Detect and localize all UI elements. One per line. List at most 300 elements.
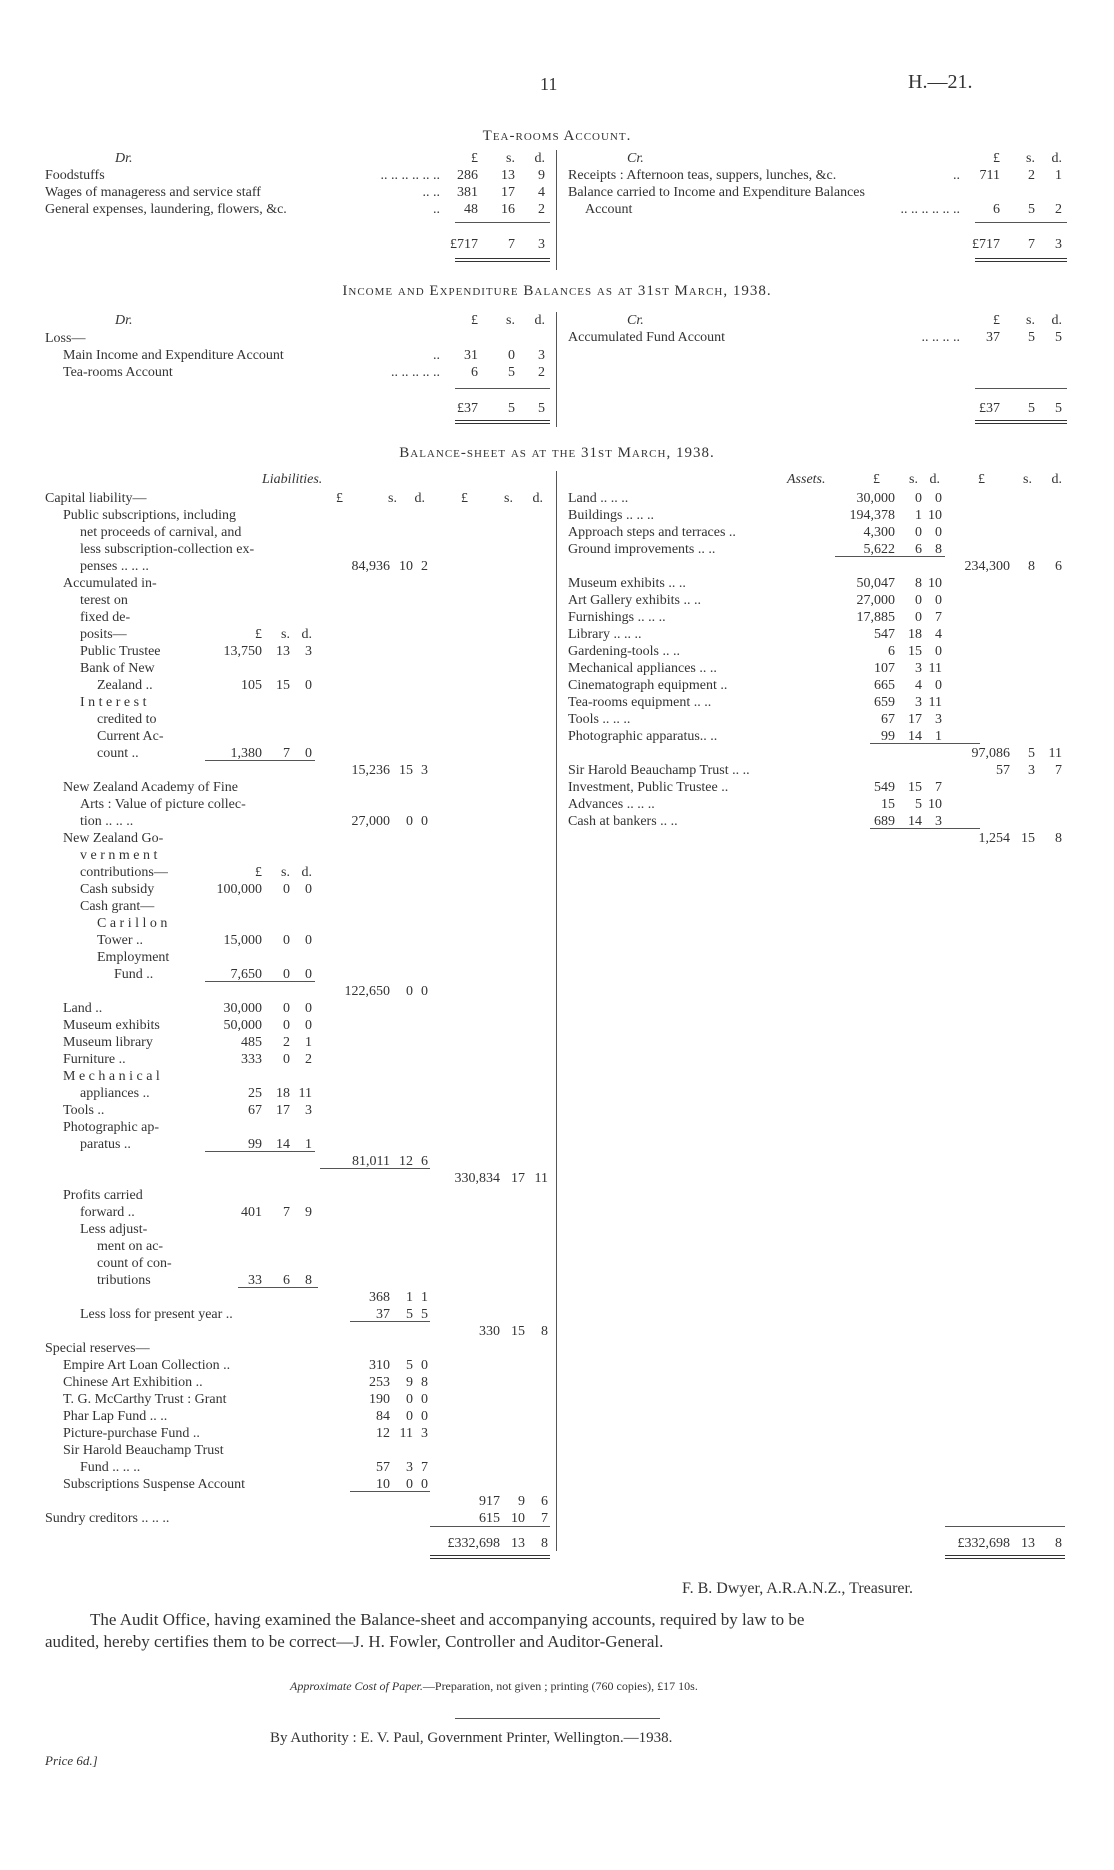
assets-subtotal-rule [870, 743, 980, 744]
liabilities-line: v e r n m e n t [80, 848, 158, 863]
tea-debit-shillings: 16 [501, 202, 515, 217]
income-credit-pounds: 37 [986, 330, 1000, 345]
liabilities-line: penses .. .. .. [80, 559, 149, 574]
liabilities-mid-shillings: 5 [406, 1307, 413, 1322]
assets-subtotal-rule [870, 828, 980, 829]
cost-of-paper-text: —Preparation, not given ; printing (760 copies), £17 10s. [422, 1679, 698, 1693]
assets-inner-shillings: 15 [908, 780, 922, 795]
liabilities-mid-shillings: 0 [406, 1477, 413, 1492]
assets-inner-pounds: 15 [881, 797, 895, 812]
tea-credit-shillings: 2 [1028, 168, 1035, 183]
assets-inner-shillings: 3 [915, 661, 922, 676]
liabilities-line: Zealand .. [97, 678, 153, 693]
tea-debit-subtotal-rule [455, 222, 550, 223]
assets-outer-pence: 8 [1055, 831, 1062, 846]
income-debit-total-pounds: £37 [457, 401, 478, 416]
liabilities-line: posits— [80, 627, 127, 642]
liabilities-inner-pence: 3 [305, 1103, 312, 1118]
income-credit-pence: 5 [1055, 330, 1062, 345]
income-title: Income and Expenditure Balances as at 31st March, 1938. [342, 283, 772, 299]
assets-inner-pence: 7 [935, 610, 942, 625]
liabilities-mid-pence: 3 [421, 1426, 428, 1441]
balance-divider [556, 471, 557, 1551]
income-debit-shillings: 0 [508, 348, 515, 363]
liabilities-line: appliances .. [80, 1086, 150, 1101]
assets-inner-pounds: 107 [874, 661, 895, 676]
assets-outer-pence: 6 [1055, 559, 1062, 574]
liabilities-line: Cash grant— [80, 899, 155, 914]
assets-line: Museum exhibits .. .. [568, 576, 686, 591]
assets-line: Tea-rooms equipment .. .. [568, 695, 712, 710]
assets-inner-shillings: 5 [915, 797, 922, 812]
liabilities-inner-pence: 9 [305, 1205, 312, 1220]
liabilities-inner-pounds: 33 [248, 1273, 262, 1288]
liabilities-inner-pence: 3 [305, 644, 312, 659]
liabilities-line: net proceeds of carnival, and [80, 525, 242, 540]
liabilities-line: Public Trustee [80, 644, 161, 659]
liabilities-mid-shillings: 1 [406, 1290, 413, 1305]
liabilities-mid-pounds: 57 [376, 1460, 390, 1475]
liabilities-subtotal-rule [238, 1287, 318, 1288]
liabilities-inner-pounds: 100,000 [216, 882, 262, 897]
liabilities-total-pence: 8 [541, 1536, 548, 1551]
liabilities-line: Photographic ap- [63, 1120, 160, 1135]
treasurer-signature: F. B. Dwyer, A.R.A.N.Z., Treasurer. [682, 1580, 913, 1597]
liabilities-line: Empire Art Loan Collection .. [63, 1358, 231, 1373]
liabilities-inner-shillings: 0 [283, 933, 290, 948]
tea-debit-label: General expenses, laundering, flowers, &c. [45, 202, 287, 217]
liabilities-col-head: s. [504, 491, 513, 506]
liabilities-mid-pounds: 253 [369, 1375, 390, 1390]
tea-credit-pence: 2 [1055, 202, 1062, 217]
income-debit-dots: .. [433, 348, 440, 363]
income-credit-total-shillings: 5 [1028, 401, 1035, 416]
liabilities-outer-pence: 11 [534, 1171, 548, 1186]
income-credit-total-double-rule [975, 420, 1067, 424]
tea-dr-label: Dr. [115, 151, 133, 166]
income-dr-label: Dr. [115, 313, 133, 328]
income-debit-total-double-rule [455, 420, 550, 424]
liabilities-mid-shillings: 12 [399, 1154, 413, 1169]
liabilities-line: Current Ac- [97, 729, 164, 744]
assets-inner-pence: 10 [928, 576, 942, 591]
assets-outer-pence: 11 [1048, 746, 1062, 761]
income-credit-dots: .. .. .. .. [921, 330, 960, 345]
liabilities-line: Museum library [63, 1035, 153, 1050]
liabilities-total-double-rule [430, 1555, 550, 1559]
liabilities-mid-pounds: 190 [369, 1392, 390, 1407]
liabilities-line: Furniture .. [63, 1052, 126, 1067]
assets-outer-pounds: 57 [996, 763, 1010, 778]
liabilities-line: Profits carried [63, 1188, 143, 1203]
assets-line: Furnishings .. .. .. [568, 610, 666, 625]
income-credit-col-head: s. [1026, 313, 1035, 328]
printer-authority: By Authority : E. V. Paul, Government Printer, Wellington.—1938. [270, 1730, 673, 1746]
tea-debit-pence: 4 [538, 185, 545, 200]
liabilities-line: count .. [97, 746, 139, 761]
liabilities-line: Tools .. [63, 1103, 105, 1118]
assets-inner-shillings: 0 [915, 610, 922, 625]
liabilities-line: terest on [80, 593, 128, 608]
liabilities-inner-pounds: 105 [241, 678, 262, 693]
assets-line: Tools .. .. .. [568, 712, 631, 727]
liabilities-mid-shillings: 9 [406, 1375, 413, 1390]
assets-outer-shillings: 3 [1028, 763, 1035, 778]
assets-total-double-rule [945, 1555, 1065, 1559]
liabilities-inner-pounds: 485 [241, 1035, 262, 1050]
income-debit-col-head: s. [506, 313, 515, 328]
assets-inner-pence: 7 [935, 780, 942, 795]
assets-line: Cinematograph equipment .. [568, 678, 728, 693]
liabilities-line: Phar Lap Fund .. .. [63, 1409, 168, 1424]
assets-inner-shillings: 17 [908, 712, 922, 727]
tea-credit-label: Account [585, 202, 633, 217]
liabilities-line: credited to [97, 712, 157, 727]
assets-inner-shillings: 0 [915, 525, 922, 540]
assets-line: Land .. .. .. [568, 491, 629, 506]
tea-credit-pence: 1 [1055, 168, 1062, 183]
liabilities-line: Bank of New [80, 661, 155, 676]
liabilities-line: Public subscriptions, including [63, 508, 237, 523]
tea-credit-total-shillings: 7 [1028, 237, 1035, 252]
liabilities-inner-pence: 0 [305, 933, 312, 948]
liabilities-mid-pounds: 81,011 [352, 1154, 390, 1169]
income-debit-shillings: 5 [508, 365, 515, 380]
assets-inner-pence: 4 [935, 627, 942, 642]
liabilities-mid-pounds: 84,936 [351, 559, 390, 574]
liabilities-inner-pence: 1 [305, 1137, 312, 1152]
assets-inner-pounds: 99 [881, 729, 895, 744]
assets-inner-pounds: 665 [874, 678, 895, 693]
liabilities-line: Museum exhibits [63, 1018, 160, 1033]
liabilities-outer-pounds: 615 [479, 1511, 500, 1526]
assets-inner-shillings: 8 [915, 576, 922, 591]
liabilities-outer-pounds: 917 [479, 1494, 500, 1509]
income-debit-total-pence: 5 [538, 401, 545, 416]
income-debit-total-shillings: 5 [508, 401, 515, 416]
assets-inner-shillings: 6 [915, 542, 922, 557]
balance-title: Balance-sheet as at the 31st March, 1938. [399, 445, 715, 461]
assets-heading: Assets. [787, 472, 826, 487]
liabilities-subtotal-rule [205, 1151, 315, 1152]
assets-inner-pence: 1 [935, 729, 942, 744]
assets-inner-pounds: 50,047 [856, 576, 895, 591]
tea-debit-dots: .. .. [422, 185, 440, 200]
liabilities-inner-shillings: 0 [283, 1018, 290, 1033]
liabilities-inner-shillings: 15 [276, 678, 290, 693]
liabilities-mid-pounds: 368 [369, 1290, 390, 1305]
assets-outer-pence: 7 [1055, 763, 1062, 778]
assets-total-rule [945, 1526, 1065, 1527]
assets-outer-shillings: 8 [1028, 559, 1035, 574]
assets-inner-shillings: 14 [908, 814, 922, 829]
liabilities-line: Subscriptions Suspense Account [63, 1477, 245, 1492]
assets-line: Buildings .. .. .. [568, 508, 654, 523]
income-debit-subtotal-rule [455, 388, 550, 389]
liabilities-inner-shillings: 13 [276, 644, 290, 659]
liabilities-inner-shillings: 17 [276, 1103, 290, 1118]
assets-outer-pounds: 234,300 [964, 559, 1010, 574]
assets-line: Sir Harold Beauchamp Trust .. .. [568, 763, 750, 778]
income-credit-col-head: d. [1051, 313, 1062, 328]
tea-credit-label: Receipts : Afternoon teas, suppers, lunches, &c. [568, 168, 837, 183]
liabilities-mid-pence: 0 [421, 814, 428, 829]
liabilities-inner-pounds: 30,000 [223, 1001, 262, 1016]
income-divider [556, 312, 557, 427]
income-debit-label: Main Income and Expenditure Account [63, 348, 284, 363]
liabilities-subtotal-rule [205, 760, 315, 761]
liabilities-mid-shillings: 3 [406, 1460, 413, 1475]
liabilities-outer-pounds: 330,834 [454, 1171, 500, 1186]
liabilities-mid-pence: 7 [421, 1460, 428, 1475]
tea-cr-label: Cr. [627, 151, 644, 166]
tea-debit-col-head: d. [534, 151, 545, 166]
assets-outer-pounds: 97,086 [971, 746, 1010, 761]
assets-inner-pounds: 549 [874, 780, 895, 795]
liabilities-line: Arts : Value of picture collec- [80, 797, 246, 812]
income-debit-dots: .. .. .. .. .. [391, 365, 440, 380]
tea-credit-shillings: 5 [1028, 202, 1035, 217]
liabilities-total-shillings: 13 [511, 1536, 525, 1551]
income-loss-label: Loss— [45, 331, 86, 346]
assets-inner-pounds: 659 [874, 695, 895, 710]
liabilities-outer-shillings: 17 [511, 1171, 525, 1186]
liabilities-line: Accumulated in- [63, 576, 157, 591]
income-debit-pounds: 31 [464, 348, 478, 363]
liabilities-mid-shillings: 5 [406, 1358, 413, 1373]
income-credit-subtotal-rule [975, 388, 1067, 389]
liabilities-line: tributions [97, 1273, 151, 1288]
tea-credit-col-head: £ [993, 151, 1000, 166]
liabilities-line: paratus .. [80, 1137, 131, 1152]
income-debit-col-head: d. [534, 313, 545, 328]
assets-inner-pence: 0 [935, 593, 942, 608]
assets-total-shillings: 13 [1021, 1536, 1035, 1551]
assets-inner-shillings: 14 [908, 729, 922, 744]
tea-debit-pence: 9 [538, 168, 545, 183]
tea-debit-col-head: s. [506, 151, 515, 166]
audit-certificate-line-1: The Audit Office, having examined the Balance-sheet and accompanying accounts, required by law to be [90, 1610, 805, 1629]
liabilities-inner-shillings: 0 [283, 967, 290, 982]
price: Price 6d.] [45, 1753, 98, 1768]
income-credit-shillings: 5 [1028, 330, 1035, 345]
assets-line: Mechanical appliances .. .. [568, 661, 717, 676]
liabilities-line: count of con- [97, 1256, 172, 1271]
income-debit-pence: 2 [538, 365, 545, 380]
liabilities-col-head: £ [461, 491, 468, 506]
cost-of-paper-label: Approximate Cost of Paper. [290, 1679, 423, 1693]
liabilities-line: forward .. [80, 1205, 135, 1220]
assets-inner-shillings: 3 [915, 695, 922, 710]
tea-debit-shillings: 17 [501, 185, 515, 200]
assets-inner-pence: 10 [928, 508, 942, 523]
liabilities-mid-pence: 0 [421, 1409, 428, 1424]
assets-line: Investment, Public Trustee .. [568, 780, 729, 795]
liabilities-mid-pounds: 10 [376, 1477, 390, 1492]
assets-col-head: £ [978, 472, 985, 487]
liabilities-mid-pence: 0 [421, 1477, 428, 1492]
assets-subtotal-rule [835, 556, 945, 557]
liabilities-inner-pounds: £ [255, 627, 262, 642]
liabilities-inner-shillings: 7 [283, 746, 290, 761]
assets-line: Cash at bankers .. .. [568, 814, 678, 829]
assets-col-head: £ [873, 472, 880, 487]
income-debit-pounds: 6 [471, 365, 478, 380]
assets-line: Gardening-tools .. .. [568, 644, 680, 659]
income-debit-label: Tea-rooms Account [63, 365, 173, 380]
liabilities-mid-shillings: 0 [406, 1409, 413, 1424]
liabilities-inner-shillings: 7 [283, 1205, 290, 1220]
page-number: 11 [540, 74, 558, 94]
assets-inner-pounds: 4,300 [863, 525, 895, 540]
liabilities-inner-pounds: 15,000 [223, 933, 262, 948]
liabilities-inner-shillings: 6 [283, 1273, 290, 1288]
liabilities-mid-pounds: 15,236 [351, 763, 390, 778]
liabilities-line: Less adjust- [80, 1222, 148, 1237]
liabilities-mid-pounds: 84 [376, 1409, 390, 1424]
liabilities-mid-pence: 2 [421, 559, 428, 574]
liabilities-total-pounds: £332,698 [447, 1536, 500, 1551]
assets-inner-pence: 3 [935, 814, 942, 829]
assets-inner-pounds: 547 [874, 627, 895, 642]
liabilities-subtotal-rule [205, 981, 315, 982]
assets-inner-pence: 3 [935, 712, 942, 727]
assets-inner-pence: 11 [928, 661, 942, 676]
liabilities-line: Chinese Art Exhibition .. [63, 1375, 203, 1390]
liabilities-inner-shillings: 2 [283, 1035, 290, 1050]
assets-line: Art Gallery exhibits .. .. [568, 593, 701, 608]
assets-outer-shillings: 15 [1021, 831, 1035, 846]
assets-inner-pence: 0 [935, 525, 942, 540]
income-cr-label: Cr. [627, 313, 644, 328]
liabilities-inner-pence: 2 [305, 1052, 312, 1067]
liabilities-mid-pence: 8 [421, 1375, 428, 1390]
liabilities-inner-shillings: 0 [283, 1052, 290, 1067]
liabilities-inner-pence: d. [301, 627, 312, 642]
tea-credit-col-head: d. [1051, 151, 1062, 166]
liabilities-line: C a r i l l o n [97, 916, 168, 931]
liabilities-line: New Zealand Academy of Fine [63, 780, 238, 795]
liabilities-outer-shillings: 9 [518, 1494, 525, 1509]
assets-inner-pounds: 194,378 [849, 508, 895, 523]
assets-inner-pounds: 5,622 [863, 542, 895, 557]
tea-debit-pounds: 286 [457, 168, 478, 183]
tea-credit-pounds: 711 [979, 168, 1000, 183]
liabilities-inner-pence: 11 [298, 1086, 312, 1101]
tea-debit-pounds: 48 [464, 202, 478, 217]
liabilities-line: Picture-purchase Fund .. [63, 1426, 200, 1441]
liabilities-inner-pounds: 50,000 [223, 1018, 262, 1033]
income-credit-label: Accumulated Fund Account [568, 330, 726, 345]
liabilities-line: Less loss for present year .. [80, 1307, 233, 1322]
tea-debit-shillings: 13 [501, 168, 515, 183]
tea-debit-dots: .. .. .. .. .. .. [380, 168, 440, 183]
liabilities-line: tion .. .. .. [80, 814, 134, 829]
liabilities-mid-pounds: 27,000 [351, 814, 390, 829]
liabilities-inner-shillings: 18 [276, 1086, 290, 1101]
assets-total-pounds: £332,698 [957, 1536, 1010, 1551]
liabilities-line: Land .. [63, 1001, 103, 1016]
tea-debit-col-head: £ [471, 151, 478, 166]
liabilities-inner-pence: 0 [305, 1001, 312, 1016]
liabilities-mid-shillings: 0 [406, 814, 413, 829]
liabilities-mid-pence: 0 [421, 1358, 428, 1373]
liabilities-line: Sundry creditors .. .. .. [45, 1511, 170, 1526]
liabilities-inner-pence: 0 [305, 1018, 312, 1033]
assets-inner-pounds: 6 [888, 644, 895, 659]
liabilities-col-head: d. [532, 491, 543, 506]
tea-credit-total-double-rule [975, 258, 1067, 262]
assets-inner-shillings: 0 [915, 491, 922, 506]
cost-of-paper [290, 1678, 698, 1695]
audit-certificate-line-2: audited, hereby certifies them to be correct—J. H. Fowler, Controller and Auditor-General. [45, 1632, 664, 1651]
assets-inner-pounds: 17,885 [856, 610, 895, 625]
liabilities-inner-pounds: 25 [248, 1086, 262, 1101]
liabilities-line: I n t e r e s t [80, 695, 147, 710]
liabilities-line: Sir Harold Beauchamp Trust [63, 1443, 224, 1458]
liabilities-col-head: d. [414, 491, 425, 506]
assets-line: Library .. .. .. [568, 627, 642, 642]
liabilities-inner-pence: 0 [305, 746, 312, 761]
assets-inner-pence: 10 [928, 797, 942, 812]
tea-debit-total-pence: 3 [538, 237, 545, 252]
income-credit-total-pounds: £37 [979, 401, 1000, 416]
liabilities-inner-shillings: 0 [283, 1001, 290, 1016]
income-credit-total-pence: 5 [1055, 401, 1062, 416]
liabilities-outer-pence: 8 [541, 1324, 548, 1339]
liabilities-col-head: £ [336, 491, 343, 506]
liabilities-outer-shillings: 10 [511, 1511, 525, 1526]
assets-inner-pounds: 689 [874, 814, 895, 829]
liabilities-inner-pence: d. [301, 865, 312, 880]
liabilities-line: contributions— [80, 865, 168, 880]
liabilities-outer-pounds: 330 [479, 1324, 500, 1339]
tea-debit-dots: .. [433, 202, 440, 217]
liabilities-outer-shillings: 15 [511, 1324, 525, 1339]
liabilities-line: Employment [97, 950, 170, 965]
liabilities-mid-shillings: 15 [399, 763, 413, 778]
tea-debit-label: Foodstuffs [45, 168, 105, 183]
assets-inner-pounds: 27,000 [856, 593, 895, 608]
assets-inner-pence: 0 [935, 491, 942, 506]
assets-line: Approach steps and terraces .. [568, 525, 736, 540]
liabilities-mid-pounds: 12 [376, 1426, 390, 1441]
liabilities-inner-pounds: 401 [241, 1205, 262, 1220]
tea-credit-dots: .. [953, 168, 960, 183]
assets-inner-pence: 0 [935, 678, 942, 693]
liabilities-mid-pounds: 122,650 [344, 984, 390, 999]
assets-total-pence: 8 [1055, 1536, 1062, 1551]
liabilities-heading: Liabilities. [262, 472, 323, 487]
liabilities-inner-shillings: 0 [283, 882, 290, 897]
assets-inner-pence: 8 [935, 542, 942, 557]
assets-inner-pounds: 30,000 [856, 491, 895, 506]
liabilities-inner-pence: 0 [305, 882, 312, 897]
tea-debit-pence: 2 [538, 202, 545, 217]
footer-rule [455, 1718, 660, 1719]
document-reference: H.—21. [908, 71, 973, 93]
liabilities-inner-pounds: 7,650 [230, 967, 262, 982]
liabilities-mid-pence: 3 [421, 763, 428, 778]
liabilities-subtotal-rule [350, 1321, 430, 1322]
liabilities-mid-shillings: 0 [406, 1392, 413, 1407]
liabilities-line: Cash subsidy [80, 882, 155, 897]
assets-inner-shillings: 15 [908, 644, 922, 659]
liabilities-line: New Zealand Go- [63, 831, 164, 846]
liabilities-mid-pence: 5 [421, 1307, 428, 1322]
liabilities-inner-pounds: 99 [248, 1137, 262, 1152]
assets-line: Advances .. .. .. [568, 797, 655, 812]
